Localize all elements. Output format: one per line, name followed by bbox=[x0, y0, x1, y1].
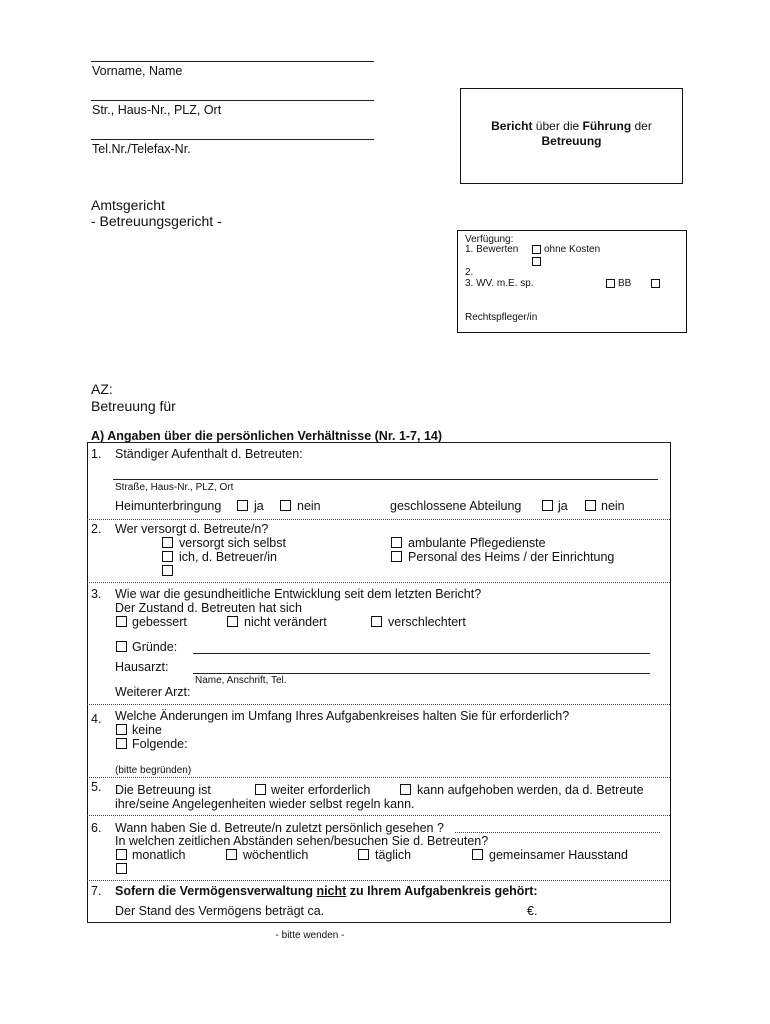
turn-page-note: - bitte wenden - bbox=[275, 930, 345, 941]
row-separator bbox=[87, 704, 670, 705]
abteilung-nein-label: nein bbox=[601, 499, 625, 513]
abteilung-ja-checkbox[interactable] bbox=[542, 500, 553, 511]
verschlechtert-label: verschlechtert bbox=[388, 615, 466, 629]
address-label: Str., Haus-Nr., PLZ, Ort bbox=[92, 103, 222, 117]
keine-label: keine bbox=[132, 723, 162, 737]
abteilung-nein-checkbox[interactable] bbox=[585, 500, 596, 511]
keine-checkbox[interactable] bbox=[116, 724, 127, 735]
q4-label: Welche Änderungen im Umfang Ihres Aufgabenkreises halten Sie für erforderlich? bbox=[115, 709, 570, 723]
pflegedienst-checkbox[interactable] bbox=[391, 537, 402, 548]
folgende-checkbox[interactable] bbox=[116, 738, 127, 749]
taeglich-checkbox[interactable] bbox=[358, 849, 369, 860]
row-separator bbox=[87, 880, 670, 881]
hausarzt-label: Hausarzt: bbox=[115, 660, 169, 674]
q1-address-line[interactable] bbox=[113, 479, 658, 480]
rechtspfleger-label: Rechtspfleger/in bbox=[465, 312, 538, 323]
az-label: AZ: bbox=[91, 381, 113, 397]
unveraendert-checkbox[interactable] bbox=[227, 616, 238, 627]
court-department: - Betreuungsgericht - bbox=[91, 213, 222, 229]
hausstand-checkbox[interactable] bbox=[472, 849, 483, 860]
aufheben-label: kann aufgehoben werden, da d. Betreute bbox=[417, 783, 644, 797]
hausstand-label: gemeinsamer Hausstand bbox=[489, 848, 628, 862]
folgende-label: Folgende: bbox=[132, 737, 188, 751]
aufheben-checkbox[interactable] bbox=[400, 784, 411, 795]
verschlechtert-checkbox[interactable] bbox=[371, 616, 382, 627]
row-separator bbox=[87, 582, 670, 583]
woechentlich-checkbox[interactable] bbox=[226, 849, 237, 860]
verfuegung-item3: 3. WV. m.E. sp. bbox=[465, 278, 534, 289]
section-a-heading: A) Angaben über die persönlichen Verhältnisse (Nr. 1-7, 14) bbox=[91, 429, 443, 443]
gruende-checkbox[interactable] bbox=[116, 641, 127, 652]
gruende-line[interactable] bbox=[193, 653, 650, 654]
verfuegung-item1: 1. Bewerten bbox=[465, 244, 519, 255]
betreuung-fuer-label: Betreuung für bbox=[91, 398, 176, 414]
last-seen-line[interactable] bbox=[455, 832, 660, 833]
heimpersonal-checkbox[interactable] bbox=[391, 551, 402, 562]
q6-label: Wann haben Sie d. Betreute/n zuletzt persönlich gesehen ? bbox=[115, 821, 444, 835]
q6-label2: In welchen zeitlichen Abständen sehen/besuchen Sie d. Betreuten? bbox=[115, 834, 489, 848]
betreuer-checkbox[interactable] bbox=[162, 551, 173, 562]
q3-sub: Der Zustand d. Betreuten hat sich bbox=[115, 601, 302, 615]
gebessert-checkbox[interactable] bbox=[116, 616, 127, 627]
erforderlich-checkbox[interactable] bbox=[255, 784, 266, 795]
heimpersonal-label: Personal des Heims / der Einrichtung bbox=[408, 550, 615, 564]
unveraendert-label: nicht verändert bbox=[244, 615, 327, 629]
title-box bbox=[460, 88, 683, 184]
bb-label: BB bbox=[618, 278, 632, 289]
name-line[interactable] bbox=[91, 61, 374, 62]
q7-number: 7. bbox=[91, 884, 102, 898]
q5-number: 5. bbox=[91, 780, 102, 794]
heim-ja-checkbox[interactable] bbox=[237, 500, 248, 511]
verfuegung-box bbox=[457, 230, 687, 333]
erforderlich-label: weiter erforderlich bbox=[271, 783, 371, 797]
q2-number: 2. bbox=[91, 522, 102, 536]
bb-checkbox[interactable] bbox=[651, 279, 660, 288]
name-label: Vorname, Name bbox=[92, 64, 183, 78]
q2-label: Wer versorgt d. Betreute/n? bbox=[115, 522, 269, 536]
q5-continuation: ihre/seine Angelegenheiten wieder selbst regeln kann. bbox=[115, 797, 415, 811]
address-line[interactable] bbox=[91, 100, 374, 101]
q4-number: 4. bbox=[91, 712, 102, 726]
pflegedienst-label: ambulante Pflegedienste bbox=[408, 536, 546, 550]
woechentlich-label: wöchentlich bbox=[243, 848, 309, 862]
ohne-kosten-label: ohne Kosten bbox=[544, 244, 601, 255]
gruende-label: Gründe: bbox=[132, 640, 178, 654]
q1-label: Ständiger Aufenthalt d. Betreuten: bbox=[115, 447, 303, 461]
weiterer-arzt-label: Weiterer Arzt: bbox=[115, 685, 191, 699]
gebessert-label: gebessert bbox=[132, 615, 187, 629]
heim-nein-checkbox[interactable] bbox=[280, 500, 291, 511]
row-separator bbox=[87, 815, 670, 816]
phone-line[interactable] bbox=[91, 139, 374, 140]
table-top-border bbox=[87, 442, 670, 443]
heim-label: Heimunterbringung bbox=[115, 499, 222, 513]
row-separator bbox=[87, 777, 670, 778]
q7-label: Sofern die Vermögensverwaltung nicht zu Ihrem Aufgabenkreis gehört: bbox=[115, 884, 538, 898]
begruenden-hint: (bitte begründen) bbox=[115, 765, 192, 776]
report-title: Bericht über die Führung der Betreuung bbox=[491, 119, 652, 148]
other-frequency-checkbox[interactable] bbox=[116, 863, 127, 874]
bewerten-checkbox[interactable] bbox=[532, 257, 541, 266]
table-right-border bbox=[670, 442, 671, 923]
ohne-kosten-checkbox[interactable] bbox=[532, 245, 541, 254]
q6-number: 6. bbox=[91, 821, 102, 835]
q1-number: 1. bbox=[91, 447, 102, 461]
monatlich-label: monatlich bbox=[132, 848, 186, 862]
q1-address-hint: Straße, Haus-Nr., PLZ, Ort bbox=[115, 482, 234, 493]
betreuer-label: ich, d. Betreuer/in bbox=[179, 550, 277, 564]
wv-checkbox[interactable] bbox=[606, 279, 615, 288]
heim-nein-label: nein bbox=[297, 499, 321, 513]
table-left-border bbox=[87, 442, 88, 923]
q5-label: Die Betreuung ist bbox=[115, 783, 211, 797]
phone-label: Tel.Nr./Telefax-Nr. bbox=[92, 142, 191, 156]
verfuegung-title: Verfügung: bbox=[465, 234, 514, 245]
q3-number: 3. bbox=[91, 587, 102, 601]
heim-ja-label: ja bbox=[254, 499, 264, 513]
taeglich-label: täglich bbox=[375, 848, 412, 862]
vermoegen-label: Der Stand des Vermögens beträgt ca. bbox=[115, 904, 325, 918]
euro-sign: €. bbox=[527, 904, 538, 918]
table-bottom-border bbox=[87, 922, 670, 923]
selbst-label: versorgt sich selbst bbox=[179, 536, 286, 550]
q3-label: Wie war die gesundheitliche Entwicklung seit dem letzten Bericht? bbox=[115, 587, 482, 601]
court-name: Amtsgericht bbox=[91, 197, 165, 213]
verfuegung-item2: 2. bbox=[465, 267, 474, 278]
selbst-checkbox[interactable] bbox=[162, 537, 173, 548]
abteilung-label: geschlossene Abteilung bbox=[390, 499, 522, 513]
abteilung-ja-label: ja bbox=[558, 499, 568, 513]
row-separator bbox=[87, 519, 670, 520]
other-checkbox[interactable] bbox=[162, 565, 173, 576]
monatlich-checkbox[interactable] bbox=[116, 849, 127, 860]
hausarzt-hint: Name, Anschrift, Tel. bbox=[195, 675, 287, 686]
hausarzt-line[interactable] bbox=[193, 673, 650, 674]
